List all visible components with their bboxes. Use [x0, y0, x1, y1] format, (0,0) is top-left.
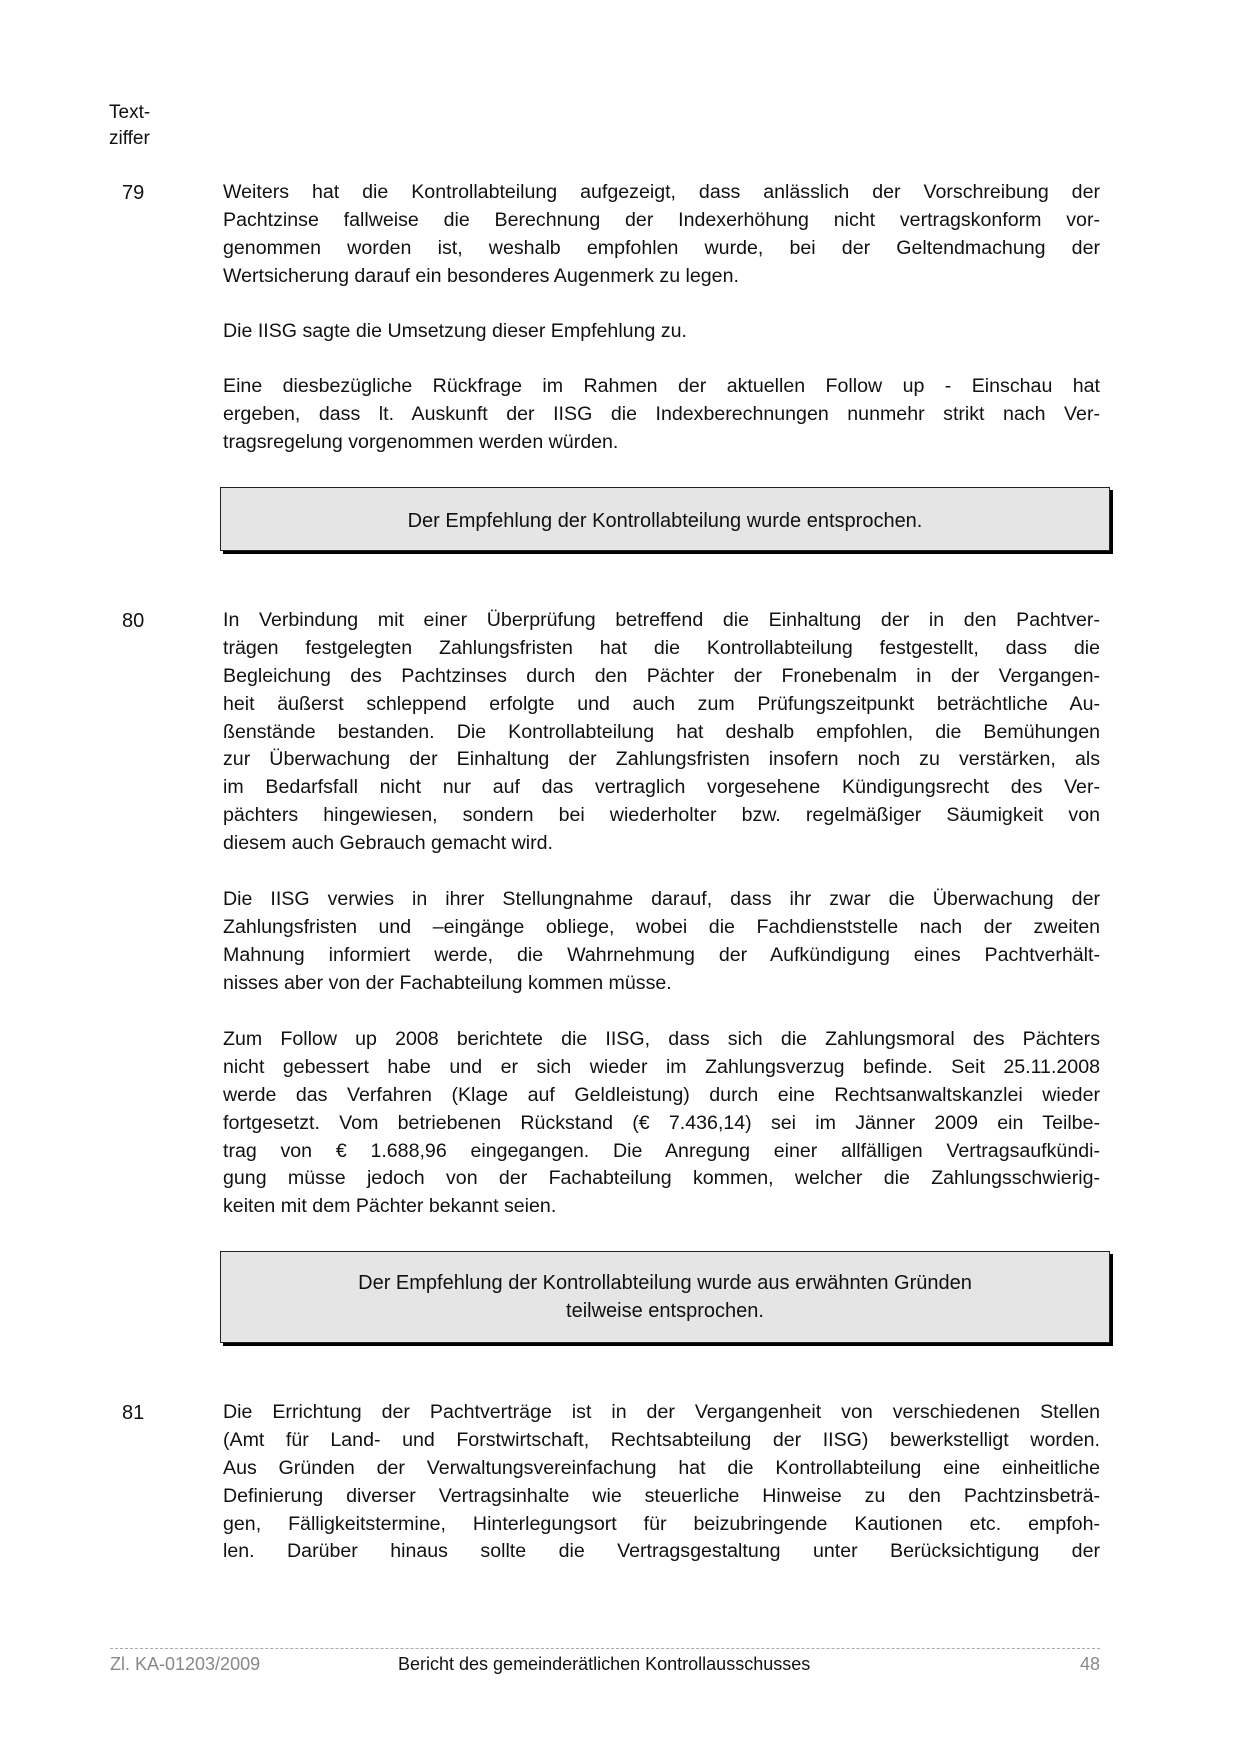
text-line: gen, Fälligkeitstermine, Hinterlegungsort für beizubringende Kautionen etc. empfoh-	[223, 1512, 1100, 1535]
text-line: keiten mit dem Pächter bekannt seien.	[223, 1195, 557, 1218]
conclusion-box	[220, 1251, 1110, 1343]
text-line: In Verbindung mit einer Überprüfung betreffend die Einhaltung der in den Pachtver-	[223, 609, 1100, 631]
paragraph	[223, 1399, 1100, 1566]
text-line: Wertsicherung darauf ein besonderes Augenmerk zu legen.	[223, 264, 739, 287]
text-line: gung müsse jedoch von der Fachabteilung kommen, welcher die Zahlungsschwierig-	[223, 1167, 1100, 1190]
text-line: trag von € 1.688,96 eingegangen. Die Anregung einer allfälligen Vertragsaufkündi-	[223, 1139, 1100, 1162]
conclusion-text: Der Empfehlung der Kontrollabteilung wurde entsprochen.	[407, 510, 923, 532]
section-number: 80	[122, 610, 145, 632]
text-line: Die Errichtung der Pachtverträge ist in der Vergangenheit von verschiedenen Stellen	[223, 1401, 1100, 1423]
text-line: pächters hingewiesen, sondern bei wiederholter bzw. regelmäßiger Säumigkeit von	[223, 804, 1100, 827]
text-line: nisses aber von der Fachabteilung kommen müsse.	[223, 971, 672, 994]
conclusion-text: Der Empfehlung der Kontrollabteilung wurde aus erwähnten Gründen	[358, 1272, 972, 1294]
text-line: nicht gebessert habe und er sich wieder im Zahlungsverzug befinde. Seit 25.11.2008	[223, 1055, 1100, 1078]
margin-label-line: Text-	[109, 102, 151, 123]
text-line: Mahnung informiert werde, die Wahrnehmung der Aufkündigung eines Pachtverhält-	[223, 943, 1100, 966]
text-line: Aus Gründen der Verwaltungsvereinfachung hat die Kontrollabteilung eine einheitliche	[223, 1456, 1100, 1479]
text-line: Begleichung des Pachtzinses durch den Pächter der Fronebenalm in der Vergangen-	[223, 664, 1100, 687]
paragraph	[223, 1026, 1100, 1221]
paragraph	[223, 179, 1100, 291]
conclusion-text: teilweise entsprochen.	[566, 1300, 764, 1322]
text-line: Pachtzinse fallweise die Berechnung der Indexerhöhung nicht vertragskonform vor-	[223, 208, 1100, 231]
paragraph	[223, 373, 1100, 457]
footer-page-number: 48	[1079, 1654, 1100, 1674]
text-line: (Amt für Land- und Forstwirtschaft, Rechtsabteilung der IISG) bewerkstelligt worden.	[223, 1428, 1100, 1451]
text-line: tragsregelung vorgenommen werden würden.	[223, 430, 619, 453]
margin-label	[109, 100, 150, 152]
text-line: trägen festgelegten Zahlungsfristen hat die Kontrollabteilung festgestellt, dass die	[223, 636, 1100, 659]
text-line: ßenstände bestanden. Die Kontrollabteilung hat deshalb empfohlen, die Bemühungen	[223, 720, 1100, 743]
text-line: ergeben, dass lt. Auskunft der IISG die Indexberechnungen nunmehr strikt nach Ver-	[223, 402, 1100, 425]
text-line: Definierung diverser Vertragsinhalte wie steuerliche Hinweise zu den Pachtzinsbeträ-	[223, 1484, 1100, 1507]
conclusion-box	[220, 487, 1110, 551]
text-line: genommen worden ist, weshalb empfohlen wurde, bei der Geltendmachung der	[223, 236, 1100, 259]
text-line: zur Überwachung der Einhaltung der Zahlungsfristen insofern noch zu verstärken, als	[223, 748, 1100, 771]
footer-divider	[110, 1648, 1100, 1649]
text-line: werde das Verfahren (Klage auf Geldleistung) durch eine Rechtsanwaltskanzlei wieder	[223, 1083, 1100, 1106]
text-line: Zum Follow up 2008 berichtete die IISG, dass sich die Zahlungsmoral des Pächters	[223, 1028, 1100, 1050]
text-line: fortgesetzt. Vom betriebenen Rückstand (€ 7.436,14) sei im Jänner 2009 ein Teilbe-	[223, 1111, 1100, 1134]
footer-title: Bericht des gemeinderätlichen Kontrollausschusses	[398, 1654, 811, 1674]
section-number: 81	[122, 1402, 145, 1424]
text-line: diesem auch Gebrauch gemacht wird.	[223, 832, 553, 855]
text-line: Zahlungsfristen und –eingänge obliege, wobei die Fachdienststelle nach der zweiten	[223, 915, 1100, 938]
paragraph	[223, 607, 1100, 858]
footer-reference: Zl. KA-01203/2009	[110, 1654, 261, 1674]
margin-label-line: ziffer	[109, 128, 150, 149]
text-line: len. Darüber hinaus sollte die Vertragsgestaltung unter Berücksichtigung der	[223, 1540, 1100, 1563]
section-number: 79	[122, 182, 145, 204]
paragraph	[223, 886, 1100, 998]
text-line: Weiters hat die Kontrollabteilung aufgezeigt, dass anlässlich der Vorschreibung der	[223, 181, 1100, 203]
text-line: Eine diesbezügliche Rückfrage im Rahmen der aktuellen Follow up - Einschau hat	[223, 375, 1100, 397]
paragraph	[223, 318, 1100, 346]
text-line: heit äußerst schleppend erfolgte und auch zum Prüfungszeitpunkt beträchtliche Au-	[223, 692, 1100, 715]
text-line: im Bedarfsfall nicht nur auf das vertraglich vorgesehene Kündigungsrecht des Ver-	[223, 776, 1100, 799]
text-line: Die IISG sagte die Umsetzung dieser Empfehlung zu.	[223, 320, 687, 342]
text-line: Die IISG verwies in ihrer Stellungnahme darauf, dass ihr zwar die Überwachung der	[223, 888, 1100, 910]
